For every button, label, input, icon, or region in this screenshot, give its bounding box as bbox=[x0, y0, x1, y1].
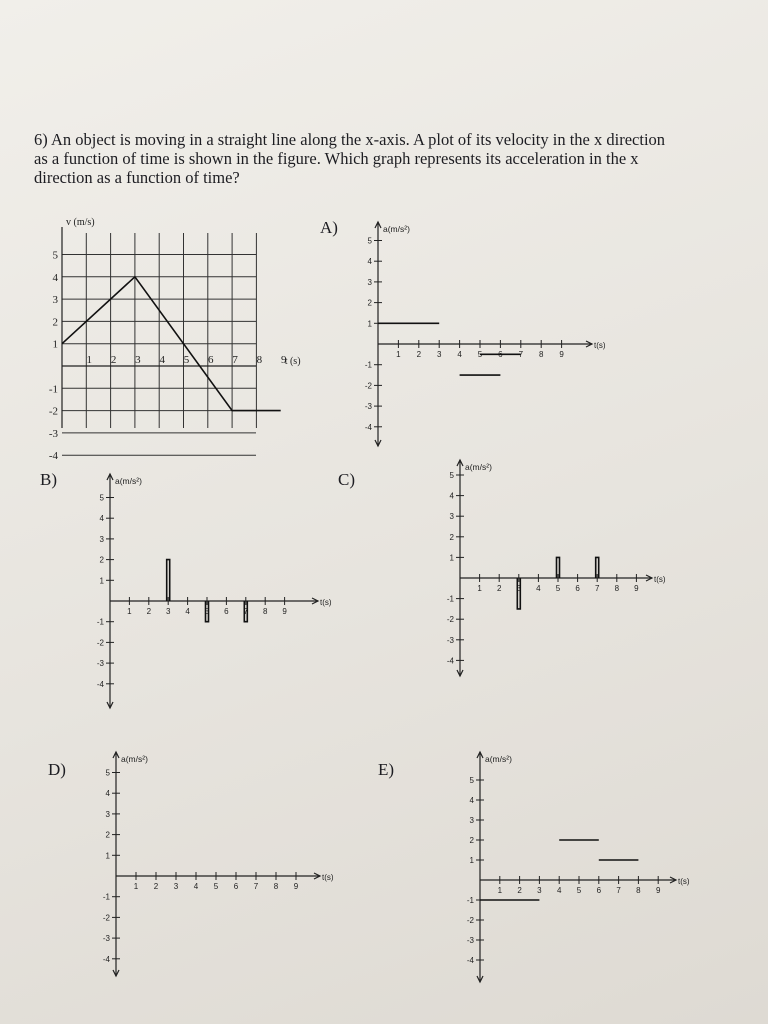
option-e-x-tick-label: 4 bbox=[556, 886, 562, 895]
option-c-x-tick-label: 2 bbox=[496, 584, 502, 593]
option-d-x-tick-label: 6 bbox=[233, 882, 239, 891]
option-label-a: A) bbox=[320, 218, 338, 237]
velocity-x-tick-label: 1 bbox=[86, 354, 93, 366]
option-d-y-tick-label: -2 bbox=[102, 913, 110, 923]
option-b-x-tick-label: 8 bbox=[262, 607, 268, 616]
option-d-y-tick-label: -4 bbox=[102, 954, 110, 964]
option-d-x-tick-label: 2 bbox=[153, 882, 159, 891]
option-a-x-axis-label: t(s) bbox=[594, 341, 606, 350]
option-e-y-tick-label: -4 bbox=[466, 956, 474, 965]
option-e-x-tick-label: 6 bbox=[596, 886, 602, 895]
option-a-x-tick-label: 6 bbox=[498, 350, 503, 359]
option-b-spike bbox=[167, 560, 170, 601]
option-d-y-tick-label: 3 bbox=[105, 809, 110, 819]
option-d-y-tick-label: 4 bbox=[105, 789, 110, 799]
velocity-x-tick-label: 4 bbox=[159, 354, 165, 366]
option-b-x-tick-label: 6 bbox=[224, 607, 229, 616]
option-b-y-tick-label: 5 bbox=[99, 493, 104, 503]
option-a-y-tick-label: -4 bbox=[364, 422, 372, 432]
option-c-spike bbox=[517, 578, 520, 609]
option-a-x-tick-label: 5 bbox=[477, 350, 483, 359]
option-e-x-tick-label: 5 bbox=[576, 886, 582, 895]
option-e-y-tick-label: -1 bbox=[466, 896, 474, 905]
option-a-y-tick-label: 5 bbox=[367, 236, 372, 246]
option-e-x-tick-label: 2 bbox=[517, 886, 522, 895]
option-b-x-tick-label: 5 bbox=[204, 607, 210, 616]
option-d-y-tick-label: 2 bbox=[105, 830, 110, 840]
option-a-x-tick-label: 2 bbox=[416, 350, 422, 359]
option-b-y-tick-label: -2 bbox=[96, 638, 104, 648]
option-b-x-tick-label: 7 bbox=[243, 607, 249, 616]
option-e-x-axis-label: t(s) bbox=[678, 877, 690, 886]
option-label-d: D) bbox=[48, 760, 66, 779]
option-d-x-tick-label: 4 bbox=[193, 882, 199, 891]
velocity-x-tick-label: 5 bbox=[183, 354, 190, 366]
option-d-y-axis-label: a(m/s²) bbox=[121, 754, 148, 764]
option-e-y-tick-label: 1 bbox=[469, 856, 474, 865]
velocity-y-tick-label: 3 bbox=[52, 294, 58, 307]
option-c-x-tick-label: 7 bbox=[594, 584, 600, 593]
option-c-x-tick-label: 4 bbox=[536, 584, 541, 593]
velocity-y-tick-label: -3 bbox=[48, 427, 58, 440]
option-e-y-tick-label: 5 bbox=[469, 776, 474, 785]
option-c-y-tick-label: 1 bbox=[449, 553, 454, 563]
option-c-y-tick-label: 2 bbox=[449, 532, 454, 542]
option-a-y-tick-label: 3 bbox=[367, 277, 372, 287]
option-b-x-tick-label: 3 bbox=[165, 607, 171, 616]
option-e-x-tick-label: 9 bbox=[655, 886, 661, 895]
option-d-y-tick-label: -3 bbox=[102, 934, 110, 944]
option-e-y-tick-label: 2 bbox=[469, 836, 474, 845]
option-b-y-tick-label: -4 bbox=[96, 679, 104, 689]
option-c-y-tick-label: -2 bbox=[446, 615, 454, 625]
option-b-y-tick-label: -1 bbox=[96, 617, 104, 627]
option-d-x-tick-label: 9 bbox=[293, 882, 299, 891]
option-a-y-axis-label: a(m/s²) bbox=[383, 224, 410, 234]
option-c-y-tick-label: -3 bbox=[446, 635, 454, 645]
option-b-y-tick-label: 1 bbox=[99, 576, 104, 586]
option-a-y-tick-label: -2 bbox=[364, 381, 372, 391]
option-b-y-tick-label: -3 bbox=[96, 659, 104, 669]
option-c-y-tick-label: -4 bbox=[446, 656, 454, 666]
velocity-y-tick-label: 1 bbox=[52, 338, 58, 351]
velocity-y-tick-label: -4 bbox=[48, 450, 58, 463]
option-e-y-tick-label: -3 bbox=[466, 936, 474, 945]
option-c-y-tick-label: 5 bbox=[449, 471, 454, 480]
option-a-y-tick-label: 1 bbox=[367, 319, 372, 329]
question-line: as a function of time is shown in the figure. Which graph represents its acceleration in the x bbox=[34, 149, 639, 168]
velocity-x-tick-label: 2 bbox=[110, 354, 117, 366]
question-line: direction as a function of time? bbox=[34, 168, 240, 187]
velocity-x-tick-label: 8 bbox=[256, 354, 263, 366]
option-label-e: E) bbox=[378, 760, 395, 779]
option-e-x-tick-label: 3 bbox=[537, 886, 542, 895]
option-a-x-tick-label: 1 bbox=[396, 350, 401, 359]
velocity-x-tick-label: 6 bbox=[208, 354, 214, 366]
velocity-x-tick-label: 7 bbox=[232, 354, 238, 366]
option-e-x-tick-label: 1 bbox=[497, 886, 503, 895]
option-e-y-tick-label: 4 bbox=[469, 796, 474, 805]
option-label-c: C) bbox=[338, 470, 355, 489]
option-e-y-tick-label: -2 bbox=[466, 916, 474, 925]
option-a-y-tick-label: 2 bbox=[367, 298, 372, 308]
option-d-x-tick-label: 8 bbox=[273, 882, 279, 891]
option-c-x-tick-label: 3 bbox=[516, 584, 522, 593]
option-c-y-axis-label: a(m/s²) bbox=[465, 462, 492, 472]
option-e-y-axis-label: a(m/s²) bbox=[485, 754, 512, 764]
option-d-x-axis-label: t(s) bbox=[322, 873, 334, 882]
option-c-y-tick-label: 4 bbox=[449, 491, 454, 501]
option-a-x-tick-label: 8 bbox=[538, 350, 544, 359]
option-c-y-tick-label: 3 bbox=[449, 512, 454, 522]
velocity-x-axis-label: t (s) bbox=[284, 356, 301, 367]
option-d-x-tick-label: 3 bbox=[173, 882, 179, 891]
velocity-y-tick-label: 4 bbox=[52, 271, 58, 284]
option-b-y-tick-label: 3 bbox=[99, 534, 104, 544]
velocity-y-tick-label: 5 bbox=[52, 249, 58, 262]
option-d-x-tick-label: 7 bbox=[253, 882, 259, 891]
velocity-y-tick-label: -2 bbox=[48, 405, 58, 418]
option-b-y-tick-label: 2 bbox=[99, 555, 104, 565]
option-c-x-axis-label: t(s) bbox=[654, 575, 666, 584]
option-d-x-tick-label: 5 bbox=[213, 882, 219, 891]
velocity-x-tick-label: 9 bbox=[280, 354, 287, 366]
option-b-y-axis-label: a(m/s²) bbox=[115, 476, 142, 486]
option-d-y-tick-label: -1 bbox=[102, 892, 110, 902]
option-b-x-tick-label: 4 bbox=[185, 607, 190, 616]
option-b-x-tick-label: 2 bbox=[146, 607, 152, 616]
option-c-y-tick-label: -1 bbox=[446, 594, 454, 604]
option-a-x-tick-label: 4 bbox=[457, 350, 462, 359]
option-c-x-tick-label: 9 bbox=[634, 584, 639, 593]
option-e-x-tick-label: 7 bbox=[616, 886, 621, 895]
option-c-x-tick-label: 5 bbox=[555, 584, 561, 593]
option-a-y-tick-label: 4 bbox=[367, 257, 372, 267]
option-c-x-tick-label: 8 bbox=[614, 584, 620, 593]
option-b-x-tick-label: 1 bbox=[127, 607, 132, 616]
option-c-x-tick-label: 1 bbox=[477, 584, 482, 593]
option-b-x-tick-label: 9 bbox=[282, 607, 287, 616]
option-a-x-tick-label: 7 bbox=[518, 350, 524, 359]
velocity-y-axis-label: v (m/s) bbox=[66, 217, 95, 228]
option-b-x-axis-label: t(s) bbox=[320, 598, 332, 607]
velocity-x-tick-label: 3 bbox=[135, 354, 141, 366]
option-e-x-tick-label: 8 bbox=[636, 886, 641, 895]
option-a-y-tick-label: -1 bbox=[364, 360, 372, 370]
question-line: 6) An object is moving in a straight line along the x-axis. A plot of its velocity in the x direction bbox=[34, 130, 666, 149]
option-a-x-tick-label: 3 bbox=[436, 350, 442, 359]
option-b-y-tick-label: 4 bbox=[99, 514, 104, 524]
velocity-y-tick-label: -1 bbox=[48, 383, 58, 396]
option-d-x-tick-label: 1 bbox=[133, 882, 139, 891]
option-e-y-tick-label: 3 bbox=[469, 816, 474, 825]
option-label-b: B) bbox=[40, 470, 57, 489]
velocity-y-tick-label: 2 bbox=[52, 316, 58, 329]
option-a-x-tick-label: 9 bbox=[559, 350, 564, 359]
option-d-y-tick-label: 1 bbox=[105, 851, 110, 861]
option-c-x-tick-label: 6 bbox=[575, 584, 580, 593]
option-a-y-tick-label: -3 bbox=[364, 402, 372, 412]
option-d-y-tick-label: 5 bbox=[105, 768, 110, 778]
